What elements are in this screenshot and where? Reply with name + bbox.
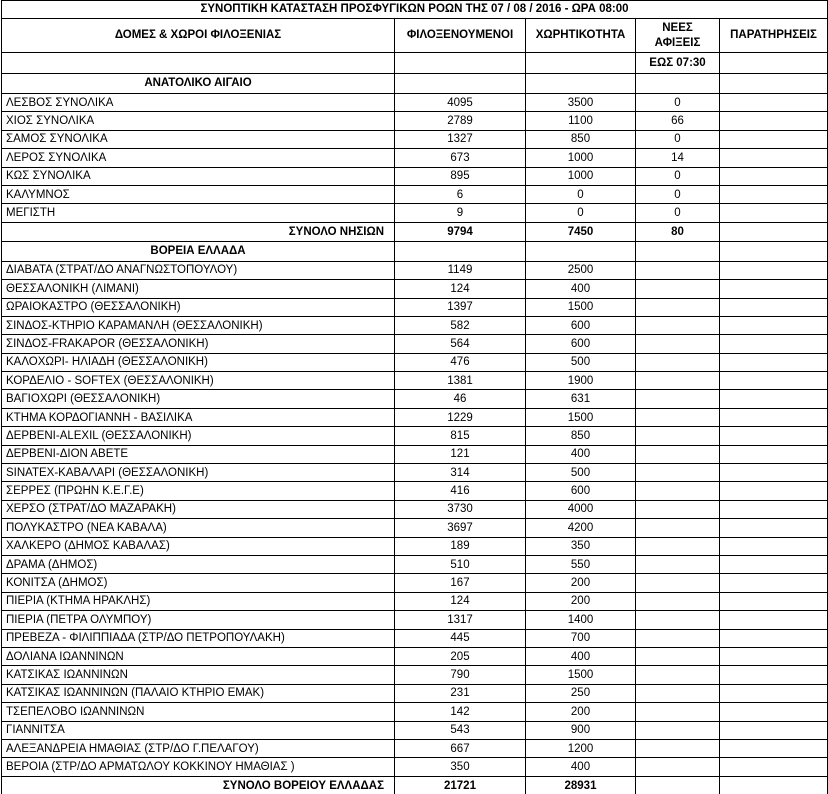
table-row	[2, 703, 828, 721]
cell-facility-name: ΘΕΣΣΑΛΟΝΙΚΗ (ΛΙΜΑΝΙ)	[2, 280, 395, 298]
table-row	[2, 280, 828, 298]
cell-facility-name: ΛΕΡΟΣ ΣΥΝΟΛΙΚΑ	[2, 149, 395, 167]
cell-capacity: 500	[526, 353, 636, 371]
cell-hosted: 510	[395, 555, 526, 573]
cell-new-arrivals	[636, 298, 720, 316]
cell-hosted: 231	[395, 684, 526, 702]
cell-facility-name: SINATEX-ΚΑΒΑΛΑΡΙ (ΘΕΣΣΑΛΟΝΙΚΗ)	[2, 464, 395, 482]
table-row	[2, 500, 828, 518]
arrivals-cutoff-time: ΕΩΣ 07:30	[636, 53, 720, 74]
cell-capacity: 550	[526, 555, 636, 573]
cell-new-arrivals	[636, 555, 720, 573]
table-row	[2, 94, 828, 112]
cell-capacity: 1500	[526, 666, 636, 684]
cell-hosted: 3730	[395, 500, 526, 518]
cell-hosted: 205	[395, 647, 526, 665]
cell-new-arrivals	[636, 666, 720, 684]
cell-new-arrivals	[636, 611, 720, 629]
column-header-notes: ΠΑΡΑΤΗΡΗΣΕΙΣ	[720, 19, 828, 53]
table-row	[2, 298, 828, 316]
cell-new-arrivals: 14	[636, 149, 720, 167]
cell-facility-name: ΣΑΜΟΣ ΣΥΝΟΛΙΚΑ	[2, 130, 395, 148]
cell-facility-name: ΔΟΛΙΑΝΑ ΙΩΑΝΝΙΝΩΝ	[2, 647, 395, 665]
cell-new-arrivals	[636, 482, 720, 500]
cell-capacity: 700	[526, 629, 636, 647]
cell-notes	[720, 684, 828, 702]
cell-new-arrivals	[636, 445, 720, 463]
cell-hosted: 673	[395, 149, 526, 167]
cell-hosted: 1397	[395, 298, 526, 316]
table-row	[2, 372, 828, 390]
subheader-blank-hosted	[395, 53, 526, 74]
cell-new-arrivals	[636, 408, 720, 426]
cell-facility-name: ΧΙΟΣ ΣΥΝΟΛΙΚΑ	[2, 112, 395, 130]
cell-hosted: 1149	[395, 261, 526, 279]
cell-hosted: 416	[395, 482, 526, 500]
total-hosted: 9794	[395, 222, 526, 241]
table-row	[2, 445, 828, 463]
section-header-arrivals	[636, 241, 720, 261]
cell-capacity: 0	[526, 185, 636, 203]
cell-facility-name: ΜΕΓΙΣΤΗ	[2, 204, 395, 222]
cell-notes	[720, 758, 828, 776]
cell-hosted: 2789	[395, 112, 526, 130]
cell-capacity: 200	[526, 574, 636, 592]
cell-capacity: 400	[526, 445, 636, 463]
cell-hosted: 350	[395, 758, 526, 776]
cell-hosted: 6	[395, 185, 526, 203]
section-header-capacity	[526, 241, 636, 261]
cell-hosted: 790	[395, 666, 526, 684]
cell-notes	[720, 721, 828, 739]
cell-capacity: 400	[526, 758, 636, 776]
table-row	[2, 721, 828, 739]
table-row	[2, 335, 828, 353]
cell-new-arrivals	[636, 261, 720, 279]
table-row	[2, 647, 828, 665]
table-header-row	[2, 19, 828, 53]
cell-new-arrivals	[636, 721, 720, 739]
cell-notes	[720, 353, 828, 371]
cell-hosted: 121	[395, 445, 526, 463]
cell-new-arrivals: 0	[636, 185, 720, 203]
cell-capacity: 250	[526, 684, 636, 702]
cell-notes	[720, 280, 828, 298]
cell-hosted: 445	[395, 629, 526, 647]
cell-new-arrivals	[636, 464, 720, 482]
cell-notes	[720, 167, 828, 185]
cell-capacity: 1400	[526, 611, 636, 629]
cell-capacity: 0	[526, 204, 636, 222]
cell-hosted: 1381	[395, 372, 526, 390]
cell-facility-name: ΣΙΝΔΟΣ-ΚΤΗΡΙΟ ΚΑΡΑΜΑΝΛΗ (ΘΕΣΣΑΛΟΝΙΚΗ)	[2, 316, 395, 334]
cell-facility-name: ΒΕΡΟΙΑ (ΣΤΡ/ΔΟ ΑΡΜΑΤΩΛΟΥ ΚΟΚΚΙΝΟΥ ΗΜΑΘΙΑΣ )	[2, 758, 395, 776]
section-header-label: ΑΝΑΤΟΛΙΚΟ ΑΙΓΑΙΟ	[2, 74, 395, 94]
cell-capacity: 600	[526, 316, 636, 334]
total-new-arrivals: 80	[636, 222, 720, 241]
cell-facility-name: ΣΙΝΔΟΣ-FRAKAPOR (ΘΕΣΣΑΛΟΝΙΚΗ)	[2, 335, 395, 353]
section-header-row	[2, 74, 828, 94]
cell-notes	[720, 574, 828, 592]
cell-capacity: 350	[526, 537, 636, 555]
table-row	[2, 261, 828, 279]
cell-notes	[720, 629, 828, 647]
table-row	[2, 130, 828, 148]
table-row	[2, 464, 828, 482]
page-title: ΣΥΝΟΠΤΙΚΗ ΚΑΤΑΣΤΑΣΗ ΠΡΟΣΦΥΓΙΚΩΝ ΡΟΩΝ ΤΗΣ 07 / 08 / 2016 - ΩΡΑ 08:00	[2, 1, 828, 19]
cell-facility-name: ΔΕΡΒΕΝΙ-ΔΙΟΝ ΑΒΕΤΕ	[2, 445, 395, 463]
cell-hosted: 124	[395, 592, 526, 610]
cell-facility-name: ΚΑΛΟΧΩΡΙ- ΗΛΙΑΔΗ (ΘΕΣΣΑΛΟΝΙΚΗ)	[2, 353, 395, 371]
cell-notes	[720, 316, 828, 334]
cell-facility-name: ΠΙΕΡΙΑ (ΠΕΤΡΑ ΟΛΥΜΠΟΥ)	[2, 611, 395, 629]
section-header-hosted	[395, 74, 526, 94]
column-header-capacity: ΧΩΡΗΤΙΚΟΤΗΤΑ	[526, 19, 636, 53]
cell-facility-name: ΣΕΡΡΕΣ (ΠΡΩΗΝ Κ.Ε.Γ.Ε)	[2, 482, 395, 500]
cell-notes	[720, 482, 828, 500]
cell-capacity: 4200	[526, 519, 636, 537]
cell-new-arrivals: 66	[636, 112, 720, 130]
table-row	[2, 185, 828, 203]
cell-new-arrivals	[636, 500, 720, 518]
cell-hosted: 543	[395, 721, 526, 739]
cell-notes	[720, 445, 828, 463]
cell-capacity: 3500	[526, 94, 636, 112]
cell-facility-name: ΩΡΑΙΟΚΑΣΤΡΟ (ΘΕΣΣΑΛΟΝΙΚΗ)	[2, 298, 395, 316]
cell-notes	[720, 185, 828, 203]
cell-hosted: 895	[395, 167, 526, 185]
cell-notes	[720, 739, 828, 757]
cell-facility-name: ΔΡΑΜΑ (ΔΗΜΟΣ)	[2, 555, 395, 573]
cell-new-arrivals	[636, 629, 720, 647]
cell-new-arrivals	[636, 574, 720, 592]
table-row	[2, 149, 828, 167]
table-row	[2, 629, 828, 647]
cell-notes	[720, 537, 828, 555]
cell-notes	[720, 390, 828, 408]
cell-new-arrivals	[636, 353, 720, 371]
cell-hosted: 3697	[395, 519, 526, 537]
table-row	[2, 353, 828, 371]
cell-facility-name: ΚΟΡΔΕΛΙΟ - SOFTEX (ΘΕΣΣΑΛΟΝΙΚΗ)	[2, 372, 395, 390]
table-row	[2, 427, 828, 445]
cell-capacity: 1100	[526, 112, 636, 130]
cell-notes	[720, 519, 828, 537]
cell-new-arrivals	[636, 390, 720, 408]
section-total-row	[2, 222, 828, 241]
cell-notes	[720, 149, 828, 167]
table-row	[2, 408, 828, 426]
table-row	[2, 739, 828, 757]
cell-facility-name: ΧΑΛΚΕΡΟ (ΔΗΜΟΣ ΚΑΒΑΛΑΣ)	[2, 537, 395, 555]
cell-new-arrivals	[636, 537, 720, 555]
cell-new-arrivals	[636, 647, 720, 665]
cell-hosted: 1327	[395, 130, 526, 148]
cell-facility-name: ΤΣΕΠΕΛΟΒΟ ΙΩΑΝΝΙΝΩΝ	[2, 703, 395, 721]
cell-capacity: 200	[526, 703, 636, 721]
table-row	[2, 519, 828, 537]
total-label: ΣΥΝΟΛΟ ΒΟΡΕΙΟΥ ΕΛΛΑΔΑΣ	[2, 776, 395, 794]
table-row	[2, 555, 828, 573]
total-capacity: 7450	[526, 222, 636, 241]
cell-notes	[720, 555, 828, 573]
cell-notes	[720, 372, 828, 390]
table-row	[2, 167, 828, 185]
section-total-row	[2, 776, 828, 794]
cell-capacity: 1500	[526, 298, 636, 316]
cell-capacity: 900	[526, 721, 636, 739]
table-row	[2, 112, 828, 130]
cell-capacity: 1000	[526, 167, 636, 185]
cell-new-arrivals: 0	[636, 130, 720, 148]
cell-capacity: 500	[526, 464, 636, 482]
table-row	[2, 537, 828, 555]
cell-facility-name: ΓΙΑΝΝΙΤΣΑ	[2, 721, 395, 739]
cell-capacity: 850	[526, 427, 636, 445]
cell-facility-name: ΚΑΤΣΙΚΑΣ ΙΩΑΝΝΙΝΩΝ	[2, 666, 395, 684]
cell-capacity: 600	[526, 335, 636, 353]
table-row	[2, 390, 828, 408]
cell-capacity: 2500	[526, 261, 636, 279]
cell-new-arrivals	[636, 758, 720, 776]
cell-hosted: 564	[395, 335, 526, 353]
cell-hosted: 1317	[395, 611, 526, 629]
cell-notes	[720, 647, 828, 665]
cell-notes	[720, 335, 828, 353]
cell-notes	[720, 427, 828, 445]
cell-capacity: 400	[526, 280, 636, 298]
cell-notes	[720, 592, 828, 610]
cell-hosted: 142	[395, 703, 526, 721]
column-header-name: ΔΟΜΕΣ & ΧΩΡΟΙ ΦΙΛΟΞΕΝΙΑΣ	[2, 19, 395, 53]
cell-hosted: 667	[395, 739, 526, 757]
cell-hosted: 9	[395, 204, 526, 222]
cell-facility-name: ΠΙΕΡΙΑ (ΚΤΗΜΑ ΗΡΑΚΛΗΣ)	[2, 592, 395, 610]
total-new-arrivals	[636, 776, 720, 794]
section-header-arrivals	[636, 74, 720, 94]
cell-capacity: 400	[526, 647, 636, 665]
cell-notes	[720, 130, 828, 148]
subheader-blank-notes	[720, 53, 828, 74]
cell-new-arrivals	[636, 316, 720, 334]
table-row	[2, 482, 828, 500]
cell-capacity: 1900	[526, 372, 636, 390]
cell-new-arrivals	[636, 703, 720, 721]
table-row	[2, 316, 828, 334]
cell-capacity: 1500	[526, 408, 636, 426]
cell-facility-name: ΔΙΑΒΑΤΑ (ΣΤΡΑΤ/ΔΟ ΑΝΑΓΝΩΣΤΟΠΟΥΛΟΥ)	[2, 261, 395, 279]
table-title-row	[2, 1, 828, 19]
refugee-flows-table	[1, 0, 828, 794]
cell-new-arrivals	[636, 739, 720, 757]
subheader-blank-capacity	[526, 53, 636, 74]
cell-notes	[720, 204, 828, 222]
section-header-row	[2, 241, 828, 261]
total-notes	[720, 222, 828, 241]
cell-hosted: 815	[395, 427, 526, 445]
cell-new-arrivals: 0	[636, 204, 720, 222]
cell-new-arrivals: 0	[636, 94, 720, 112]
section-header-notes	[720, 241, 828, 261]
table-row	[2, 574, 828, 592]
cell-hosted: 124	[395, 280, 526, 298]
cell-facility-name: ΚΤΗΜΑ ΚΟΡΔΟΓΙΑΝΝΗ - ΒΑΣΙΛΙΚΑ	[2, 408, 395, 426]
table-row	[2, 666, 828, 684]
cell-new-arrivals	[636, 335, 720, 353]
cell-capacity: 631	[526, 390, 636, 408]
total-notes	[720, 776, 828, 794]
total-label: ΣΥΝΟΛΟ ΝΗΣΙΩΝ	[2, 222, 395, 241]
cell-facility-name: ΚΑΛΥΜΝΟΣ	[2, 185, 395, 203]
table-row	[2, 204, 828, 222]
section-header-hosted	[395, 241, 526, 261]
cell-notes	[720, 408, 828, 426]
cell-notes	[720, 94, 828, 112]
cell-hosted: 314	[395, 464, 526, 482]
cell-notes	[720, 464, 828, 482]
table-subheader-row	[2, 53, 828, 74]
cell-facility-name: ΠΡΕΒΕΖΑ - ΦΙΛΙΠΠΙΑΔΑ (ΣΤΡ/ΔΟ ΠΕΤΡΟΠΟΥΛΑΚΗ)	[2, 629, 395, 647]
table-row	[2, 592, 828, 610]
subheader-blank-name	[2, 53, 395, 74]
column-header-arrivals-line1: ΝΕΕΣ	[662, 22, 693, 35]
table-row	[2, 611, 828, 629]
table-row	[2, 758, 828, 776]
cell-notes	[720, 298, 828, 316]
total-capacity: 28931	[526, 776, 636, 794]
cell-notes	[720, 611, 828, 629]
column-header-hosted: ΦΙΛΟΞΕΝΟΥΜΕΝΟΙ	[395, 19, 526, 53]
cell-notes	[720, 666, 828, 684]
column-header-arrivals	[636, 19, 720, 53]
cell-facility-name: ΚΑΤΣΙΚΑΣ ΙΩΑΝΝΙΝΩΝ (ΠΑΛΑΙΟ ΚΤΗΡΙΟ ΕΜΑΚ)	[2, 684, 395, 702]
cell-facility-name: ΑΛΕΞΑΝΔΡΕΙΑ ΗΜΑΘΙΑΣ (ΣΤΡ/ΔΟ Γ.ΠΕΛΑΓΟΥ)	[2, 739, 395, 757]
cell-facility-name: ΔΕΡΒΕΝΙ-ALEXIL (ΘΕΣΣΑΛΟΝΙΚΗ)	[2, 427, 395, 445]
section-header-notes	[720, 74, 828, 94]
cell-notes	[720, 261, 828, 279]
section-header-label: ΒΟΡΕΙΑ ΕΛΛΑΔΑ	[2, 241, 395, 261]
cell-hosted: 476	[395, 353, 526, 371]
cell-new-arrivals	[636, 280, 720, 298]
cell-capacity: 200	[526, 592, 636, 610]
cell-new-arrivals	[636, 684, 720, 702]
cell-capacity: 600	[526, 482, 636, 500]
cell-facility-name: ΒΑΓΙΟΧΩΡΙ (ΘΕΣΣΑΛΟΝΙΚΗ)	[2, 390, 395, 408]
cell-facility-name: ΧΕΡΣΟ (ΣΤΡΑΤ/ΔΟ ΜΑΖΑΡΑΚΗ)	[2, 500, 395, 518]
cell-new-arrivals	[636, 372, 720, 390]
column-header-arrivals-line2: ΑΦΙΞΕΙΣ	[654, 36, 701, 49]
cell-new-arrivals: 0	[636, 167, 720, 185]
cell-hosted: 46	[395, 390, 526, 408]
cell-facility-name: ΠΟΛΥΚΑΣΤΡΟ (ΝΕΑ ΚΑΒΑΛΑ)	[2, 519, 395, 537]
cell-notes	[720, 703, 828, 721]
cell-facility-name: ΚΩΣ ΣΥΝΟΛΙΚΑ	[2, 167, 395, 185]
cell-hosted: 189	[395, 537, 526, 555]
cell-notes	[720, 500, 828, 518]
cell-capacity: 1000	[526, 149, 636, 167]
cell-hosted: 4095	[395, 94, 526, 112]
total-hosted: 21721	[395, 776, 526, 794]
table-body	[2, 1, 828, 794]
cell-capacity: 850	[526, 130, 636, 148]
cell-capacity: 1200	[526, 739, 636, 757]
cell-hosted: 582	[395, 316, 526, 334]
cell-notes	[720, 112, 828, 130]
cell-new-arrivals	[636, 519, 720, 537]
section-header-capacity	[526, 74, 636, 94]
cell-hosted: 167	[395, 574, 526, 592]
cell-facility-name: ΚΟΝΙΤΣΑ (ΔΗΜΟΣ)	[2, 574, 395, 592]
cell-new-arrivals	[636, 592, 720, 610]
cell-hosted: 1229	[395, 408, 526, 426]
cell-facility-name: ΛΕΣΒΟΣ ΣΥΝΟΛΙΚΑ	[2, 94, 395, 112]
table-row	[2, 684, 828, 702]
cell-new-arrivals	[636, 427, 720, 445]
cell-capacity: 4000	[526, 500, 636, 518]
